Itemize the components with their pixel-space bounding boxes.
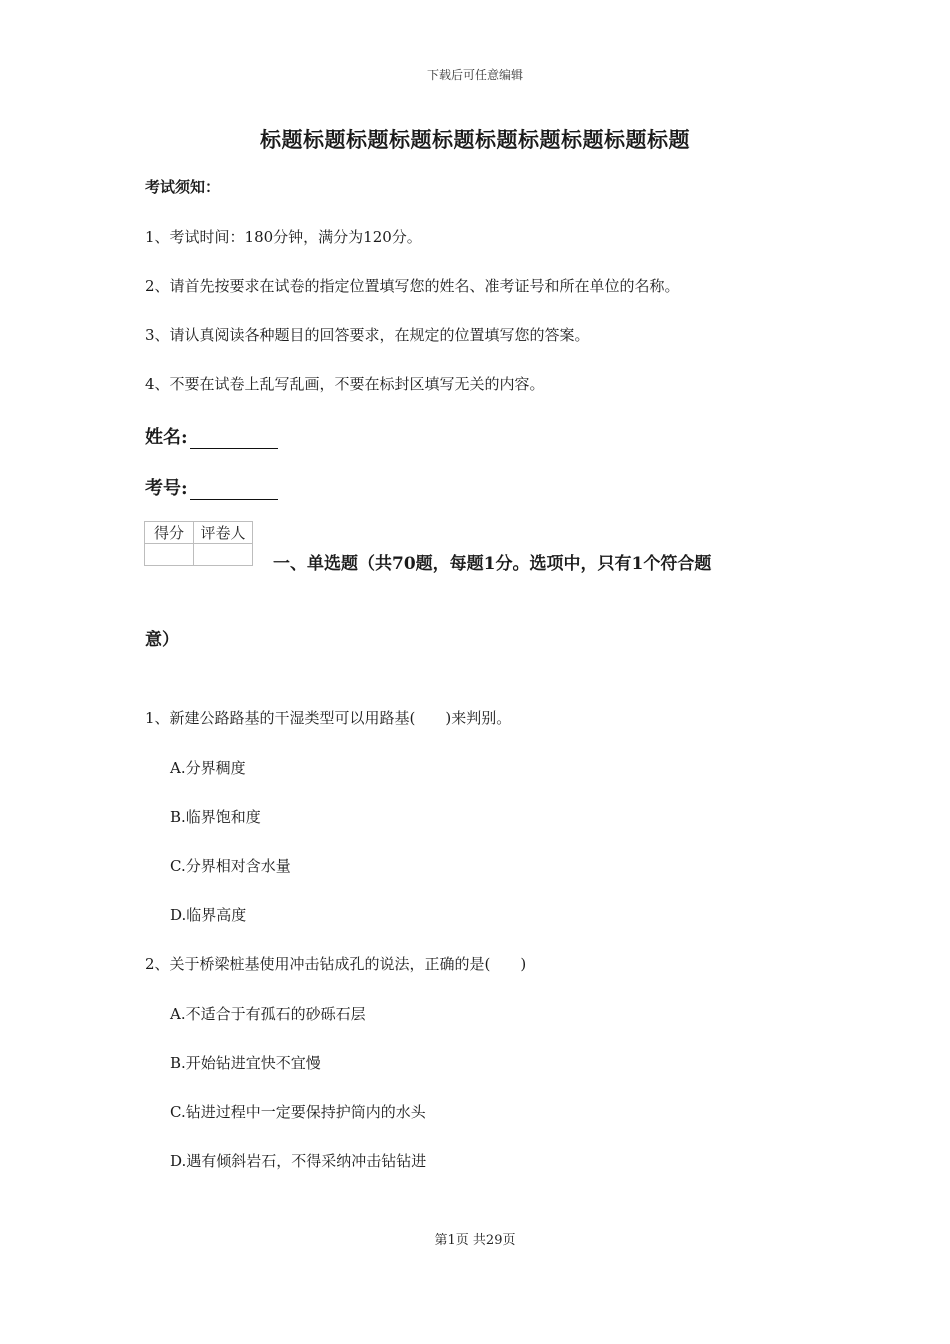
name-label: 姓名: <box>145 427 188 448</box>
section-title: 一、单选题（共70题，每题1分。选项中，只有1个符合题 <box>273 554 712 574</box>
question-option: A.分界稠度 <box>170 759 246 777</box>
question-option: C.钻进过程中一定要保持护筒内的水头 <box>170 1103 426 1121</box>
question-option: A.不适合于有孤石的砂砾石层 <box>170 1005 366 1023</box>
question-option: B.开始钻进宜快不宜慢 <box>170 1054 321 1072</box>
header-note: 下载后可任意编辑 <box>426 68 523 82</box>
exam-id-blank[interactable] <box>190 481 278 500</box>
score-cell[interactable] <box>145 544 194 566</box>
score-header: 得分 <box>145 522 194 544</box>
exam-id-field <box>145 474 278 500</box>
question-stem: 2、关于桥梁桩基使用冲击钻成孔的说法，正确的是( ) <box>145 955 527 973</box>
page-footer: 第1页 共29页 <box>434 1233 516 1248</box>
grader-header: 评卷人 <box>194 522 253 544</box>
question-option: D.临界高度 <box>170 906 247 924</box>
page-title: 标题标题标题标题标题标题标题标题标题标题 <box>260 127 690 152</box>
question-option: B.临界饱和度 <box>170 808 261 826</box>
notice-item: 2、请首先按要求在试卷的指定位置填写您的姓名、准考证号和所在单位的名称。 <box>145 277 680 295</box>
name-blank[interactable] <box>190 430 278 449</box>
question-stem: 1、新建公路路基的干湿类型可以用路基( )来判别。 <box>145 709 512 727</box>
grader-cell[interactable] <box>194 544 253 566</box>
question-option: D.遇有倾斜岩石，不得采纳冲击钻钻进 <box>170 1152 427 1170</box>
notice-heading: 考试须知： <box>145 178 221 196</box>
section-title-continued: 意） <box>145 630 179 650</box>
exam-id-label: 考号: <box>145 478 188 499</box>
score-table <box>144 521 253 566</box>
notice-item: 4、不要在试卷上乱写乱画，不要在标封区填写无关的内容。 <box>145 375 545 393</box>
notice-item: 3、请认真阅读各种题目的回答要求，在规定的位置填写您的答案。 <box>145 326 590 344</box>
question-option: C.分界相对含水量 <box>170 857 291 875</box>
notice-item: 1、考试时间：180分钟，满分为120分。 <box>145 228 422 246</box>
name-field <box>145 423 278 449</box>
